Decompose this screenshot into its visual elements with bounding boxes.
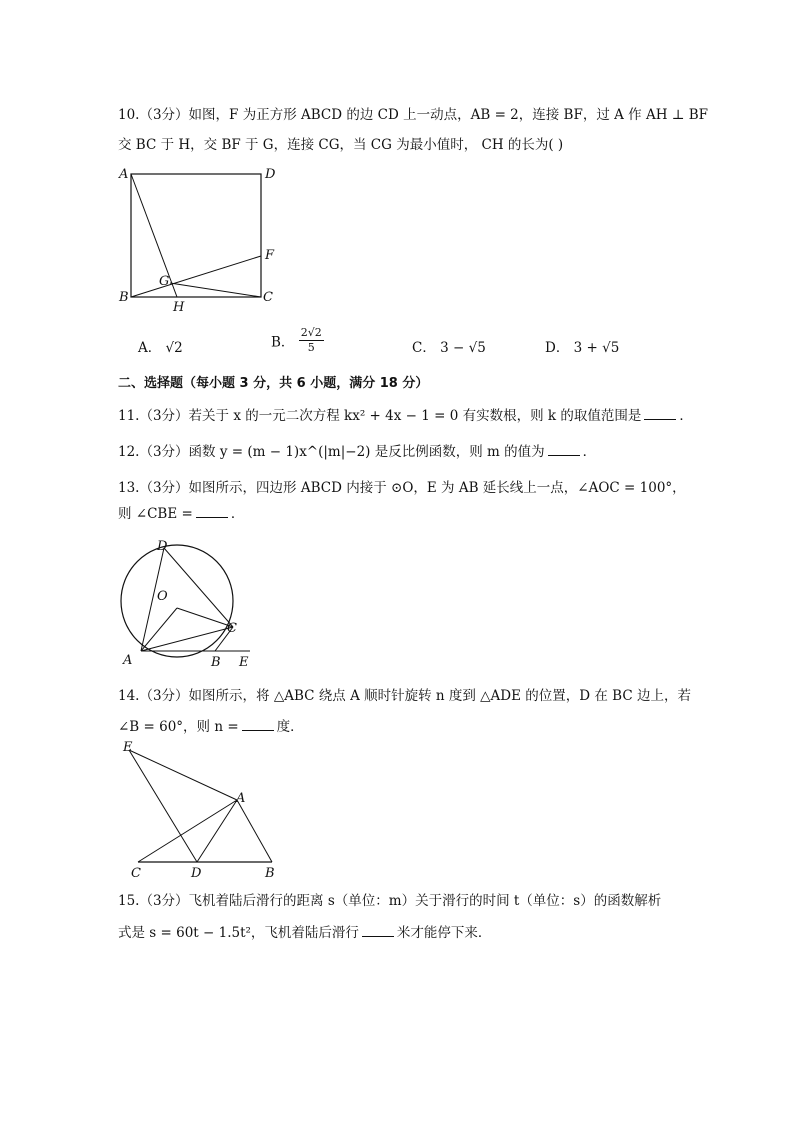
- q13-label-c: C: [227, 621, 237, 636]
- section2-heading: 二、选择题（每小题 3 分，共 6 小题，满分 18 分）: [118, 376, 429, 391]
- q11-text: 11.（3分）若关于 x 的一元二次方程 kx² + 4x − 1 = 0 有实数根，则 k 的取值范围是 ．: [118, 408, 693, 424]
- q15-line1: 15.（3分）飞机着陆后滑行的距离 s（单位：m）关于滑行的时间 t（单位：s）的函数解析: [118, 893, 662, 909]
- q14-answer-blank[interactable]: [242, 718, 274, 731]
- q11-answer-blank[interactable]: [644, 407, 676, 420]
- q14-label-a: A: [236, 791, 246, 806]
- q10-label-h: H: [173, 300, 185, 315]
- q10-label-b: B: [119, 290, 129, 305]
- q10-line2: 交 BC 于 H，交 BF 于 G，连接 CG，当 CG 为最小值时， CH 的长为( ): [118, 137, 564, 153]
- q14-label-c: C: [131, 866, 141, 881]
- q12-text: 12.（3分）函数 y = (m − 1)x^(|m|−2) 是反比例函数，则 m 的值为 ．: [118, 444, 597, 460]
- q14-line1: 14.（3分）如图所示，将 △ABC 绕点 A 顺时针旋转 n 度到 △ADE 的位置，D 在 BC 边上，若: [118, 688, 691, 704]
- q14-label-b: B: [265, 866, 275, 881]
- q15-line2: 式是 s = 60t − 1.5t²，飞机着陆后滑行 米才能停下来．: [118, 925, 492, 941]
- q13-label-e: E: [239, 655, 249, 670]
- q10-label-d: D: [265, 167, 276, 182]
- q10-option-d[interactable]: D． 3 + √5: [545, 340, 620, 356]
- q13-answer-blank[interactable]: [196, 505, 228, 518]
- q10-option-a[interactable]: A． √2: [138, 340, 183, 356]
- q14-figure-triangles: [115, 738, 285, 881]
- q10-option-b[interactable]: B． $\frac{2√2}{5}$: [271, 326, 322, 354]
- q13-label-b: B: [211, 655, 221, 670]
- q14-line2: ∠B = 60°，则 n = 度．: [118, 719, 304, 735]
- q13-label-a: A: [123, 653, 133, 668]
- q10-line1: 10.（3分）如图，F 为正方形 ABCD 的边 CD 上一动点，AB = 2，连接 BF，过 A 作 AH ⊥ BF: [118, 107, 709, 123]
- q13-label-d: D: [157, 539, 168, 554]
- q14-label-d: D: [191, 866, 202, 881]
- q10-label-a: A: [119, 167, 129, 182]
- q13-label-o: O: [157, 589, 168, 604]
- q13-figure-circle: [115, 538, 265, 670]
- q10-label-f: F: [265, 248, 275, 263]
- q10-figure-square: [115, 165, 285, 315]
- q13-line1: 13.（3分）如图所示，四边形 ABCD 内接于 ⊙O，E 为 AB 延长线上一点，∠AOC = 100°，: [118, 480, 686, 496]
- q13-line2: 则 ∠CBE = ．: [118, 506, 245, 522]
- q10-option-c[interactable]: C． 3 − √5: [412, 340, 486, 356]
- q12-answer-blank[interactable]: [548, 443, 580, 456]
- q10-label-g: G: [159, 274, 170, 289]
- q15-answer-blank[interactable]: [362, 924, 394, 937]
- q10-label-c: C: [263, 290, 273, 305]
- q14-label-e: E: [123, 740, 133, 755]
